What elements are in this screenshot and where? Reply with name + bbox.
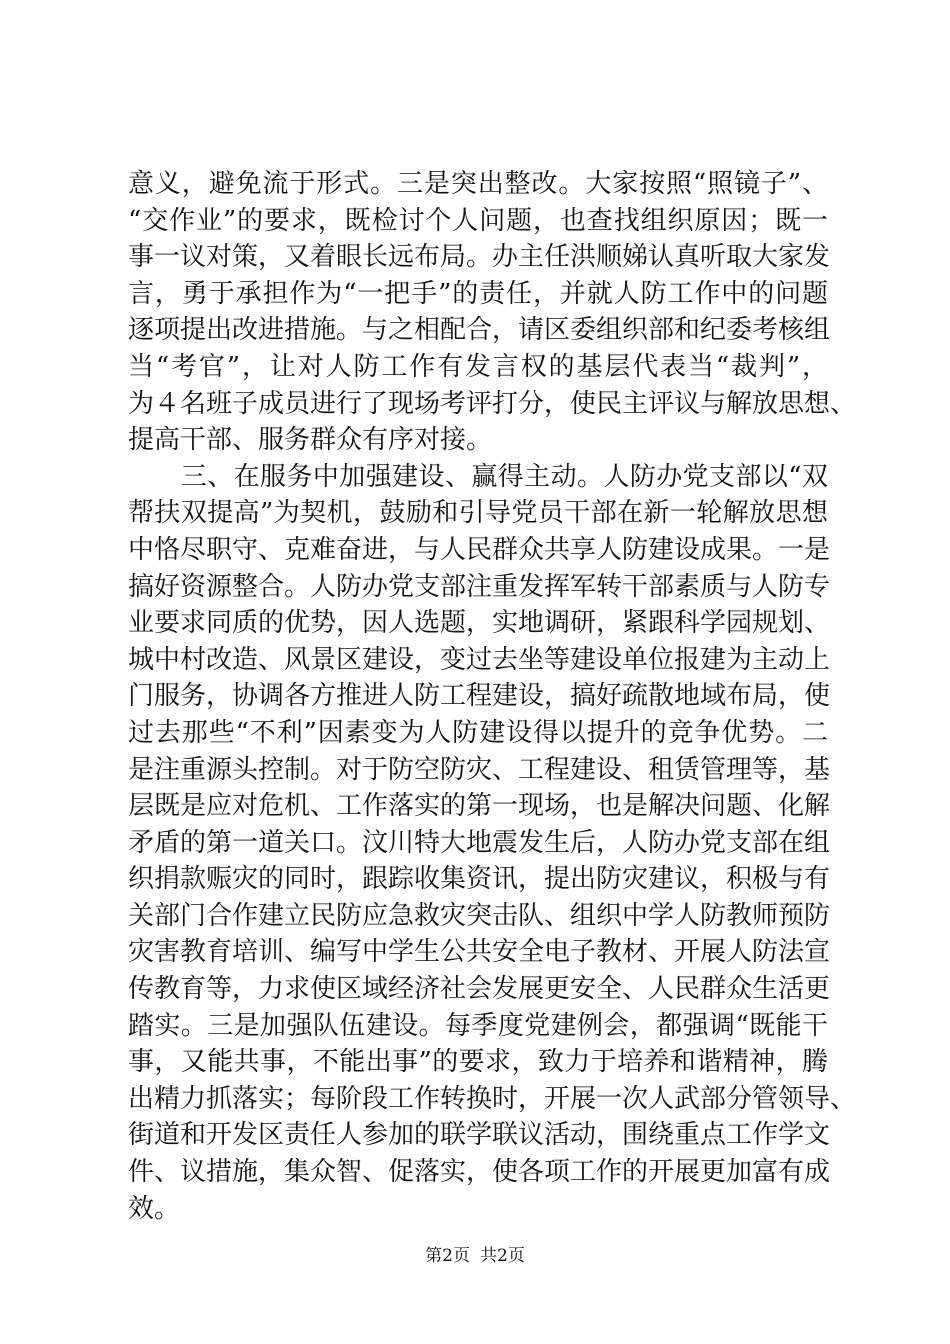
text-line: 帮扶双提高”为契机，鼓励和引导党员干部在新一轮解放思想 (128, 498, 828, 529)
text-line: 织捐款赈灾的同时，跟踪收集资讯，提出防灾建议，积极与有 (128, 864, 831, 895)
text-line: 事一议对策，又着眼长远布局。办主任洪顺娣认真听取大家发 (128, 242, 831, 273)
text-line: 出精力抓落实；每阶段工作转换时，开展一次人武部分管领导、 (128, 1083, 857, 1114)
text-line: 言，勇于承担作为“一把手”的责任，并就人防工作中的问题 (128, 278, 828, 309)
text-line: 效。 (128, 1193, 181, 1224)
text-line: 城中村改造、风景区建设，变过去坐等建设单位报建为主动上 (128, 644, 831, 675)
text-line: 踏实。三是加强队伍建设。每季度党建例会，都强调“既能干 (128, 1010, 828, 1041)
text-line: 灾害教育培训、编写中学生公共安全电子教材、开展人防法宣 (128, 937, 831, 968)
text-line: 矛盾的第一道关口。汶川特大地震发生后，人防办党支部在组 (128, 827, 831, 858)
text-line: 三、在服务中加强建设、赢得主动。人防办党支部以“双 (128, 461, 828, 492)
text-line: 业要求同质的优势，因人选题，实地调研，紧跟科学园规划、 (128, 608, 831, 639)
text-line: 搞好资源整合。人防办党支部注重发挥军转干部素质与人防专 (128, 571, 831, 602)
text-line: 事，又能共事，不能出事”的要求，致力于培养和谐精神，腾 (128, 1047, 828, 1078)
text-line: “交作业”的要求，既检讨个人问题，也查找组织原因；既一 (128, 205, 828, 236)
text-line: 街道和开发区责任人参加的联学联议活动，围绕重点工作学文 (128, 1120, 831, 1151)
text-line: 件、议措施，集众智、促落实，使各项工作的开展更加富有成 (128, 1157, 831, 1188)
text-line: 当“考官”，让对人防工作有发言权的基层代表当“裁判”， (128, 351, 828, 382)
text-line: 是注重源头控制。对于防空防灾、工程建设、租赁管理等，基 (128, 754, 831, 785)
text-line: 为４名班子成员进行了现场考评打分，使民主评议与解放思想、 (128, 388, 857, 419)
text-line: 层既是应对危机、工作落实的第一现场，也是解决问题、化解 (128, 791, 831, 822)
page-total: 共2页 (480, 1246, 525, 1266)
page-footer (0, 1245, 950, 1267)
text-line: 关部门合作建立民防应急救灾突击队、组织中学人防教师预防 (128, 900, 831, 931)
text-line: 意义，避免流于形式。三是突出整改。大家按照“照镜子”、 (128, 169, 828, 199)
text-line: 传教育等，力求使区域经济社会发展更安全、人民群众生活更 (128, 974, 831, 1005)
text-line: 门服务，协调各方推进人防工程建设，搞好疏散地域布局，使 (128, 681, 831, 712)
text-line: 逐项提出改进措施。与之相配合，请区委组织部和纪委考核组 (128, 315, 831, 346)
page-number: 第2页 (425, 1246, 470, 1266)
text-line: 中恪尽职守、克难奋进，与人民群众共享人防建设成果。一是 (128, 534, 831, 565)
text-line: 提高干部、服务群众有序对接。 (128, 425, 493, 456)
text-line: 过去那些“不利”因素变为人防建设得以提升的竞争优势。二 (128, 717, 828, 748)
body-text (128, 166, 857, 1227)
